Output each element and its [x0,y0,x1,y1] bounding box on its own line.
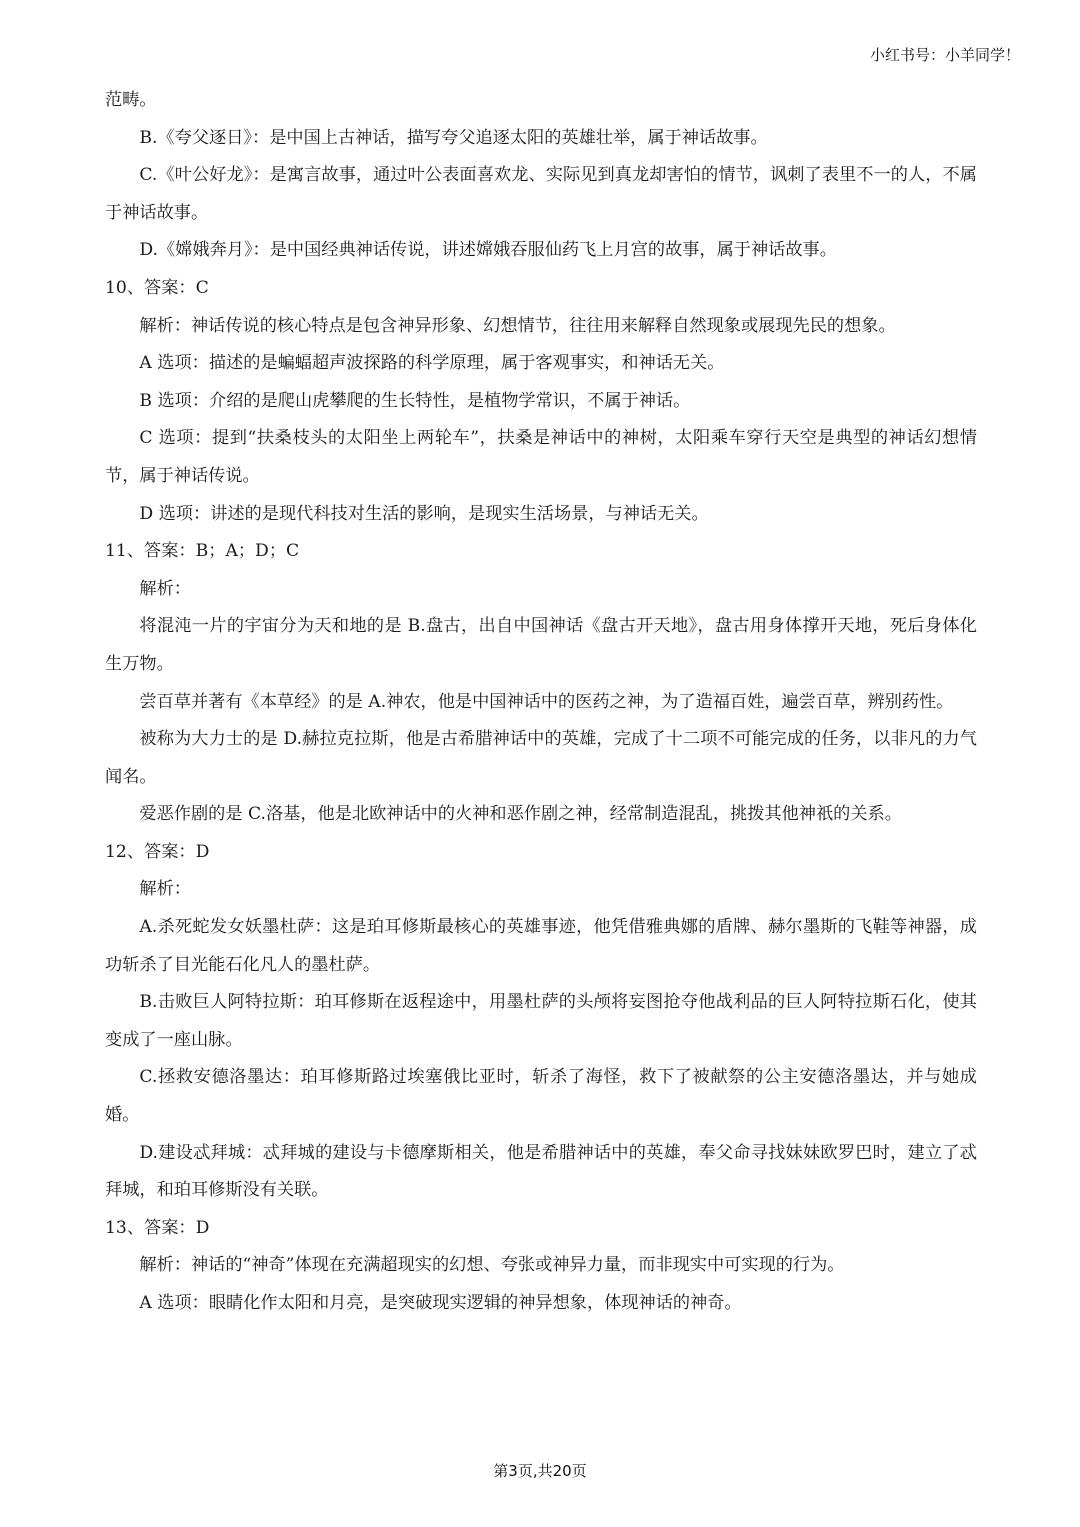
answer-heading: 12、答案：D [105,841,210,862]
page-number: 第3页,共20页 [493,1462,587,1480]
paragraph: 解析：神话的“神奇”体现在充满超现实的幻想、夸张或神异力量，而非现实中可实现的行为。 [139,1255,845,1276]
paragraph: D 选项：讲述的是现代科技对生活的影响，是现实生活场景，与神话无关。 [139,503,709,524]
paragraph: A.杀死蛇发女妖墨杜萨：这是珀耳修斯最核心的英雄事迹，他凭借雅典娜的盾牌、赫尔墨斯的飞鞋等神器，成功斩杀了目光能石化凡人的墨杜萨。 [105,917,977,975]
paragraph: A 选项：描述的是蝙蝠超声波探路的科学原理，属于客观事实，和神话无关。 [139,353,725,374]
paragraph: 爱恶作剧的是 C.洛基，他是北欧神话中的火神和恶作剧之神，经常制造混乱，挑拨其他神祇的关系。 [139,804,902,825]
paragraph: C.拯救安德洛墨达：珀耳修斯路过埃塞俄比亚时，斩杀了海怪，救下了被献祭的公主安德洛墨达，并与她成婚。 [105,1067,977,1126]
paragraph: B.击败巨人阿特拉斯：珀耳修斯在返程途中，用墨杜萨的头颅将妄图抢夺他战利品的巨人阿特拉斯石化，使其变成了一座山脉。 [105,992,977,1050]
answer-heading: 11、答案：B；A；D；C [105,541,300,562]
paragraph: 尝百草并著有《本草经》的是 A.神农，他是中国神话中的医药之神，为了造福百姓，遍尝百草，辨别药性。 [139,691,954,712]
answer-heading: 13、答案：D [105,1217,210,1238]
paragraph: B 选项：介绍的是爬山虎攀爬的生长特性，是植物学常识，不属于神话。 [139,390,691,411]
paragraph: 范畴。 [105,90,157,110]
paragraph: C 选项：提到“扶桑枝头的太阳坐上两轮车”，扶桑是神话中的神树，太阳乘车穿行天空是典型的神话幻想情节，属于神话传说。 [105,428,977,486]
paragraph: D.建设忒拜城：忒拜城的建设与卡德摩斯相关，他是希腊神话中的英雄，奉父命寻找妹妹欧罗巴时，建立了忒拜城，和珀耳修斯没有关联。 [105,1142,977,1201]
paragraph: 解析：神话传说的核心特点是包含神异形象、幻想情节，往往用来解释自然现象或展现先民的想象。 [139,315,896,336]
paragraph: C.《叶公好龙》：是寓言故事，通过叶公表面喜欢龙、实际见到真龙却害怕的情节，讽刺了表里不一的人，不属于神话故事。 [105,165,977,223]
answer-heading: 10、答案：C [105,277,209,298]
paragraph: 被称为大力士的是 D.赫拉克拉斯，他是古希腊神话中的英雄，完成了十二项不可能完成的任务，以非凡的力气闻名。 [105,729,977,787]
document-body [105,82,977,1323]
paragraph: D.《嫦娥奔月》：是中国经典神话传说，讲述嫦娥吞服仙药飞上月宫的故事，属于神话故事。 [139,240,837,261]
paragraph: B.《夸父逐日》：是中国上古神话，描写夸父追逐太阳的英雄壮举，属于神话故事。 [139,127,768,148]
page-header-account: 小红书号：小羊同学！ [869,46,1020,64]
paragraph: A 选项：眼睛化作太阳和月亮，是突破现实逻辑的神异想象，体现神话的神奇。 [139,1293,742,1313]
paragraph: 将混沌一片的宇宙分为天和地的是 B.盘古，出自中国神话《盘古开天地》，盘古用身体撑开天地，死后身体化生万物。 [105,616,977,674]
paragraph: 解析： [139,578,191,599]
paragraph: 解析： [139,879,191,900]
